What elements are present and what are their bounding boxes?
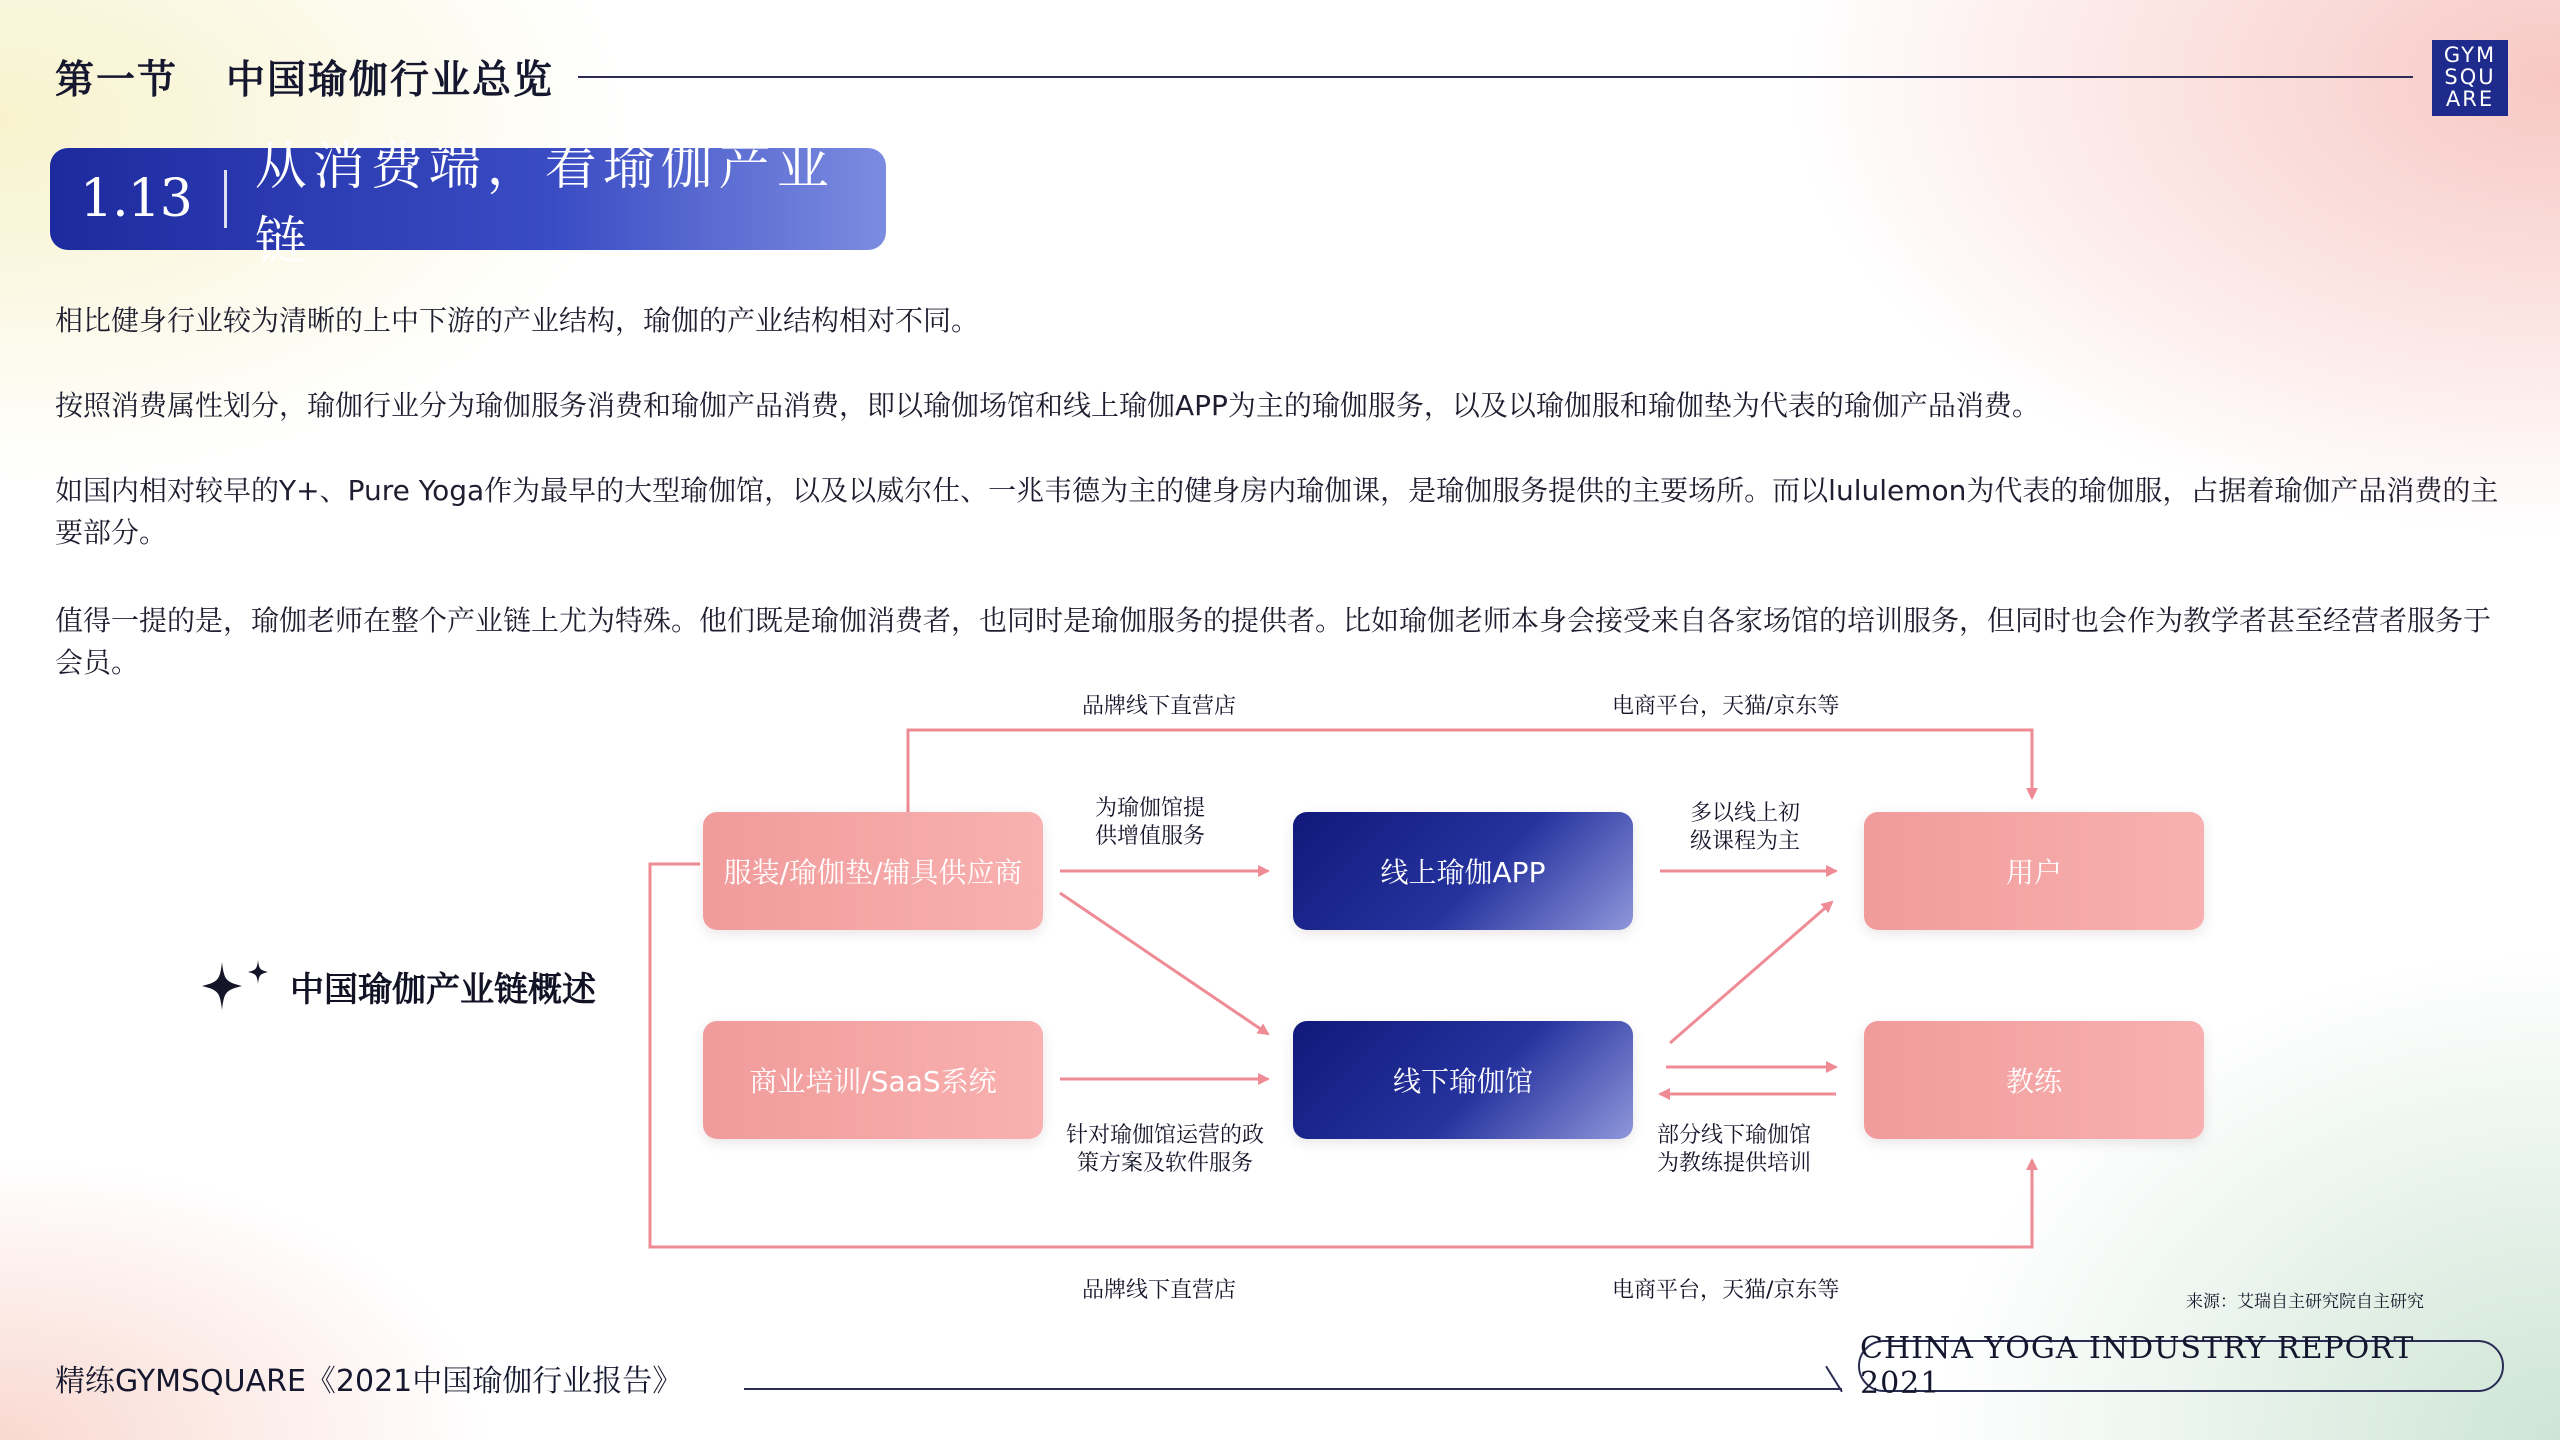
arrow-studio-to-user [1670, 902, 1832, 1043]
label-line: 策方案及软件服务 [1077, 1151, 1254, 1176]
footer-report-english: CHINA YOGA INDUSTRY REPORT 2021 [1858, 1340, 2504, 1392]
paragraph: 相比健身行业较为清晰的上中下游的产业结构，瑜伽的产业结构相对不同。 [55, 304, 980, 337]
chapter-title: 从消费端，看瑜伽产业链 [254, 137, 835, 272]
arrow-supplier-to-studio [1060, 893, 1268, 1034]
chapter-number: 1.13 [80, 169, 192, 229]
edge-label-top-left: 品牌线下直营店 [1082, 694, 1237, 719]
sparkle-icon [200, 958, 280, 1014]
header-divider [578, 76, 2413, 78]
arrow-supplier-to-user-top [908, 730, 2032, 812]
logo-line: ARE [2445, 87, 2495, 111]
section-label: 第一节 [55, 58, 179, 103]
footer-report-title: 精练GYMSQUARE《2021中国瑜伽行业报告》 [55, 1364, 683, 1399]
section-heading [55, 52, 554, 102]
label-line: 为教练提供培训 [1657, 1151, 1812, 1176]
label-line: 针对瑜伽馆运营的政 [1066, 1123, 1265, 1148]
edge-label-online-beginner [1690, 800, 1800, 856]
node-user: 用户 [1864, 812, 2204, 930]
label-line: 多以线上初 [1690, 801, 1801, 826]
node-online-app: 线上瑜伽APP [1293, 812, 1633, 930]
node-coach: 教练 [1864, 1021, 2204, 1139]
label-line: 部分线下瑜伽馆 [1657, 1123, 1812, 1148]
node-training-saas: 商业培训/SaaS系统 [703, 1021, 1043, 1139]
label-line: 为瑜伽馆提 [1095, 796, 1206, 821]
chapter-badge [50, 137, 886, 272]
source-note: 来源：艾瑞自主研究院自主研究 [2186, 1292, 2424, 1312]
edge-label-studio-value-add [1095, 795, 1205, 851]
label-line: 级课程为主 [1690, 829, 1801, 854]
paragraph: 值得一提的是，瑜伽老师在整个产业链上尤为特殊。他们既是瑜伽消费者，也同时是瑜伽服务的提供者。比如瑜伽老师本身会接受来自各家场馆的培训服务，但同时也会作为教学者甚至经营者服务于会员。 [55, 604, 2492, 679]
edge-label-bottom-left: 品牌线下直营店 [1082, 1278, 1237, 1303]
edge-label-top-right: 电商平台，天猫/京东等 [1612, 694, 1840, 719]
edge-label-coach-training [1657, 1122, 1811, 1178]
footer-divider [744, 1388, 1842, 1390]
edge-label-studio-solutions [1066, 1122, 1264, 1178]
node-offline-studio: 线下瑜伽馆 [1293, 1021, 1633, 1139]
logo-line: GYM [2443, 43, 2497, 67]
paragraph: 按照消费属性划分，瑜伽行业分为瑜伽服务消费和瑜伽产品消费，即以瑜伽场馆和线上瑜伽APP为主的瑜伽服务，以及以瑜伽服和瑜伽垫为代表的瑜伽产品消费。 [55, 389, 2040, 422]
gymsquare-logo [2432, 40, 2508, 116]
node-supplier: 服装/瑜伽垫/辅具供应商 [703, 812, 1043, 930]
edge-label-bottom-right: 电商平台，天猫/京东等 [1612, 1278, 1840, 1303]
diagram-title: 中国瑜伽产业链概述 [290, 970, 596, 1010]
badge-divider [224, 170, 227, 228]
section-title: 中国瑜伽行业总览 [226, 58, 555, 103]
logo-line: SQU [2444, 65, 2496, 89]
label-line: 供增值服务 [1095, 824, 1206, 849]
paragraph: 如国内相对较早的Y+、Pure Yoga作为最早的大型瑜伽馆，以及以威尔仕、一兆韦德为主的健身房内瑜伽课，是瑜伽服务提供的主要场所。而以lululemon为代表的瑜伽服，占据着瑜伽产品消费的主要部分。 [55, 474, 2499, 549]
